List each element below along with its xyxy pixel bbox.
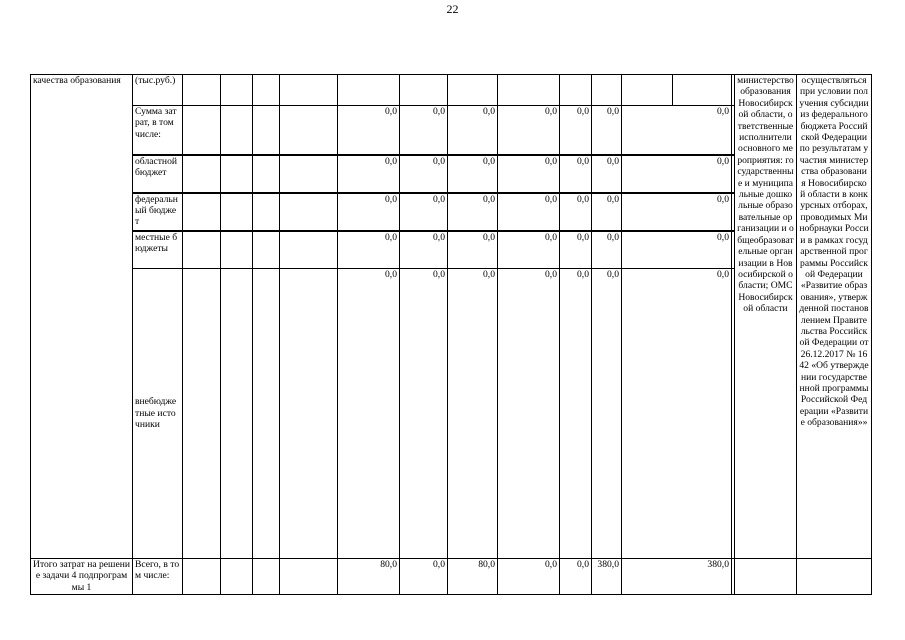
value-cell: 0,0 xyxy=(338,231,400,269)
value-cell: 0,0 xyxy=(560,269,592,559)
value-cell: 0,0 xyxy=(622,269,732,559)
value-cell: 0,0 xyxy=(622,193,732,231)
goal-cell: качества образования xyxy=(31,75,133,559)
row-label: федеральный бюджет xyxy=(133,193,183,231)
value-cell: 0,0 xyxy=(338,269,400,559)
value-cell: 0,0 xyxy=(498,106,560,155)
value-cell: 0,0 xyxy=(592,193,622,231)
table-row-unit xyxy=(31,75,872,106)
value-cell: 0,0 xyxy=(560,231,592,269)
value-cell: 0,0 xyxy=(448,106,498,155)
total-value: 380,0 xyxy=(622,559,732,595)
value-cell: 0,0 xyxy=(400,269,448,559)
total-value: 80,0 xyxy=(448,559,498,595)
value-cell: 0,0 xyxy=(400,155,448,193)
row-label: внебюджетные источники xyxy=(133,269,183,559)
value-cell: 0,0 xyxy=(498,269,560,559)
value-cell: 0,0 xyxy=(592,106,622,155)
value-cell: 0,0 xyxy=(560,106,592,155)
value-cell: 0,0 xyxy=(498,231,560,269)
value-cell: 0,0 xyxy=(592,269,622,559)
value-cell: 0,0 xyxy=(560,193,592,231)
value-cell: 0,0 xyxy=(592,231,622,269)
total-value: 0,0 xyxy=(498,559,560,595)
executor-cell: министерство образования Новосибирской области, ответственные исполнители основного мероприятия: государственные и муниципальные дошкольные образовательные организации и общеобразовательные организации в Новосибирской области; ОМС Новосибирской области xyxy=(735,75,797,559)
total-row xyxy=(31,559,872,595)
value-cell: 0,0 xyxy=(338,155,400,193)
row-label: местные бюджеты xyxy=(133,231,183,269)
total-value: 0,0 xyxy=(400,559,448,595)
value-cell: 0,0 xyxy=(448,269,498,559)
value-cell: 0,0 xyxy=(498,193,560,231)
value-cell: 0,0 xyxy=(560,155,592,193)
indicator-cell: (тыс.руб.) xyxy=(133,75,183,106)
value-cell: 0,0 xyxy=(400,231,448,269)
value-cell: 0,0 xyxy=(592,155,622,193)
page-number: 22 xyxy=(446,2,459,16)
total-value: 380,0 xyxy=(592,559,622,595)
total-value: 0,0 xyxy=(560,559,592,595)
value-cell: 0,0 xyxy=(400,106,448,155)
row-label: областной бюджет xyxy=(133,155,183,193)
value-cell: 0,0 xyxy=(622,106,732,155)
total-value: 80,0 xyxy=(338,559,400,595)
budget-table xyxy=(30,74,872,595)
value-cell: 0,0 xyxy=(448,231,498,269)
value-cell: 0,0 xyxy=(448,155,498,193)
row-label: Сумма затрат, в том числе: xyxy=(133,106,183,155)
total-label: Итого затрат на решение задачи 4 подпрограммы 1 xyxy=(31,559,133,595)
value-cell: 0,0 xyxy=(622,231,732,269)
value-cell: 0,0 xyxy=(400,193,448,231)
value-cell: 0,0 xyxy=(338,106,400,155)
value-cell: 0,0 xyxy=(622,155,732,193)
value-cell: 0,0 xyxy=(338,193,400,231)
value-cell: 0,0 xyxy=(448,193,498,231)
note-cell: осуществляться при условии получения субсидии из федерального бюджета Российской Федерации по результатам участия министерства образования Новосибирской области в конкурсных отборах, проводимых Минобрнауки России в рамках государственной программы Российской Федерации «Развитие образования», утвержденной постановлением Правительства Российской Федерации от 26.12.2017 № 1642 «Об утверждении государственной программы Российской Федерации «Развитие образования»» xyxy=(797,75,872,559)
value-cell: 0,0 xyxy=(498,155,560,193)
total-indicator: Всего, в том числе: xyxy=(133,559,183,595)
